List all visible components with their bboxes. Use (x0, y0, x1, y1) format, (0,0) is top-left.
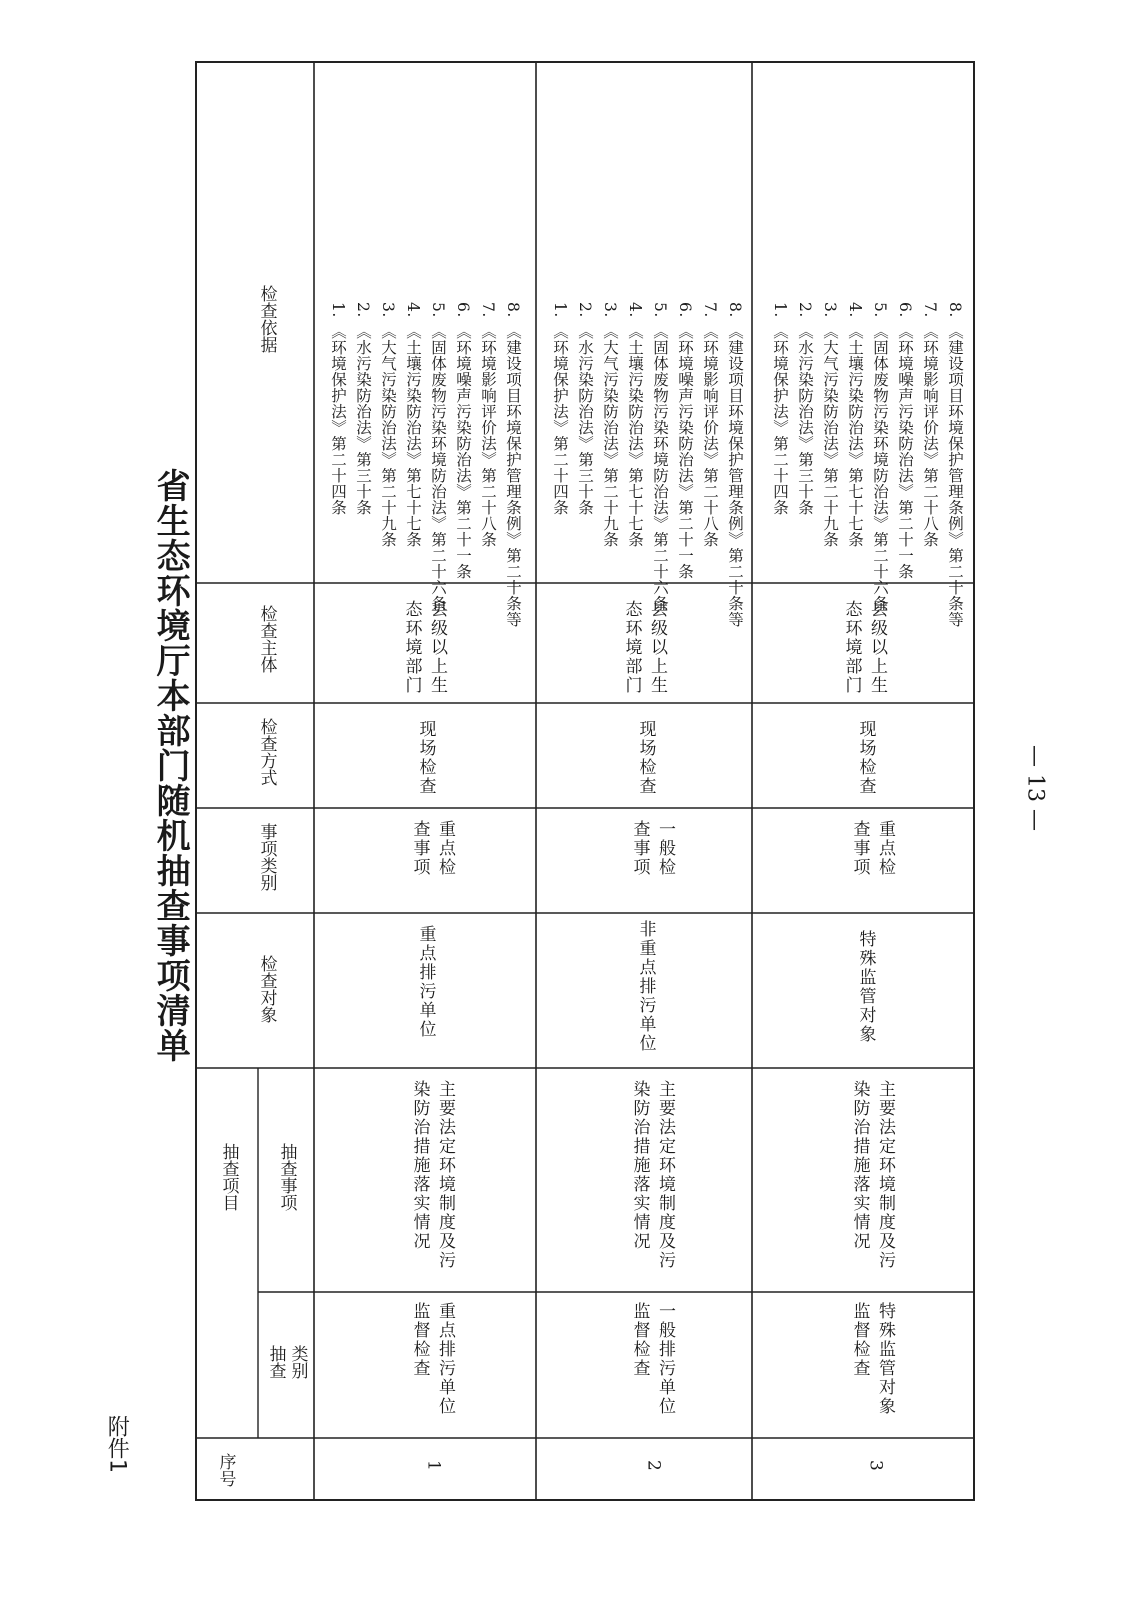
header-subject: 检查主体 (256, 605, 277, 673)
header-method: 检查方式 (256, 718, 277, 786)
row2-basis-7: 7. 《环境影响评价法》第二十八条 (701, 302, 719, 548)
row3-basis-3: 3. 《大气污染防治法》第二十九条 (821, 302, 839, 548)
row3-basis-7: 7. 《环境影响评价法》第二十八条 (921, 302, 939, 548)
row3-basis-2: 2. 《水污染防治法》第三十条 (796, 302, 814, 516)
header-project: 抽查项目 (218, 1143, 239, 1211)
row2-item: 主要法定环境制度及污染防治措施落实情况 (629, 1080, 675, 1270)
row1-type: 重点检查事项 (409, 820, 455, 877)
row2-basis-5: 5. 《固体废物污染环境防治法》第二十六条 (651, 302, 669, 612)
row3-seq: 3 (865, 1460, 886, 1473)
row1-basis-1: 1. 《环境保护法》第二十四条 (329, 302, 347, 516)
row2-basis-2: 2. 《水污染防治法》第三十条 (576, 302, 594, 516)
attachment-label: 附件1 (104, 1415, 130, 1473)
row1-basis-6: 6. 《环境噪声污染防治法》第二十一条 (454, 302, 472, 580)
row3-method: 现场检查 (855, 720, 876, 796)
header-category-1: 抽查 (265, 1345, 286, 1379)
row2-basis-6: 6. 《环境噪声污染防治法》第二十一条 (676, 302, 694, 580)
row1-category: 重点排污单位监督检查 (409, 1302, 455, 1416)
header-type: 事项类别 (256, 823, 277, 891)
row3-basis-5: 5. 《固体废物污染环境防治法》第二十六条 (871, 302, 889, 612)
row3-basis-1: 1. 《环境保护法》第二十四条 (771, 302, 789, 516)
page-number: — 13 — (1022, 745, 1048, 831)
row1-basis-7: 7. 《环境影响评价法》第二十八条 (479, 302, 497, 548)
row3-subject: 县级以上生态环境部门 (841, 600, 887, 695)
header-seq: 序号 (215, 1453, 236, 1487)
header-basis: 检查依据 (256, 285, 277, 353)
row1-item: 主要法定环境制度及污染防治措施落实情况 (409, 1080, 455, 1270)
row3-target: 特殊监管对象 (855, 930, 876, 1044)
page-title: 省生态环境厅本部门随机抽查事项清单 (150, 468, 191, 1063)
row2-subject: 县级以上生态环境部门 (621, 600, 667, 695)
row1-basis-2: 2. 《水污染防治法》第三十条 (354, 302, 372, 516)
row2-target: 非重点排污单位 (635, 920, 656, 1053)
row2-method: 现场检查 (635, 720, 656, 796)
row3-basis-6: 6. 《环境噪声污染防治法》第二十一条 (896, 302, 914, 580)
row2-basis-1: 1. 《环境保护法》第二十四条 (551, 302, 569, 516)
row2-basis-8: 8. 《建设项目环境保护管理条例》第二十条等 (726, 302, 744, 628)
header-item: 抽查事项 (276, 1143, 297, 1211)
row3-basis-4: 4. 《土壤污染防治法》第七十七条 (846, 302, 864, 548)
row3-basis-8: 8. 《建设项目环境保护管理条例》第二十条等 (946, 302, 964, 628)
row2-seq: 2 (643, 1460, 664, 1473)
row1-basis-8: 8. 《建设项目环境保护管理条例》第二十条等 (504, 302, 522, 628)
row1-target: 重点排污单位 (415, 925, 436, 1039)
row3-item: 主要法定环境制度及污染防治措施落实情况 (849, 1080, 895, 1270)
row3-category: 特殊监管对象监督检查 (849, 1302, 895, 1416)
row1-basis-4: 4. 《土壤污染防治法》第七十七条 (404, 302, 422, 548)
row3-type: 重点检查事项 (849, 820, 895, 877)
row2-basis-3: 3. 《大气污染防治法》第二十九条 (601, 302, 619, 548)
row1-basis-3: 3. 《大气污染防治法》第二十九条 (379, 302, 397, 548)
row1-basis-5: 5. 《固体废物污染环境防治法》第二十六条 (429, 302, 447, 612)
row2-basis-4: 4. 《土壤污染防治法》第七十七条 (626, 302, 644, 548)
row1-subject: 县级以上生态环境部门 (401, 600, 447, 695)
header-target: 检查对象 (256, 955, 277, 1023)
row1-seq: 1 (423, 1460, 444, 1473)
row1-method: 现场检查 (415, 720, 436, 796)
row2-category: 一般排污单位监督检查 (629, 1302, 675, 1416)
header-category-2: 类别 (287, 1345, 308, 1379)
row2-type: 一般检查事项 (629, 820, 675, 877)
